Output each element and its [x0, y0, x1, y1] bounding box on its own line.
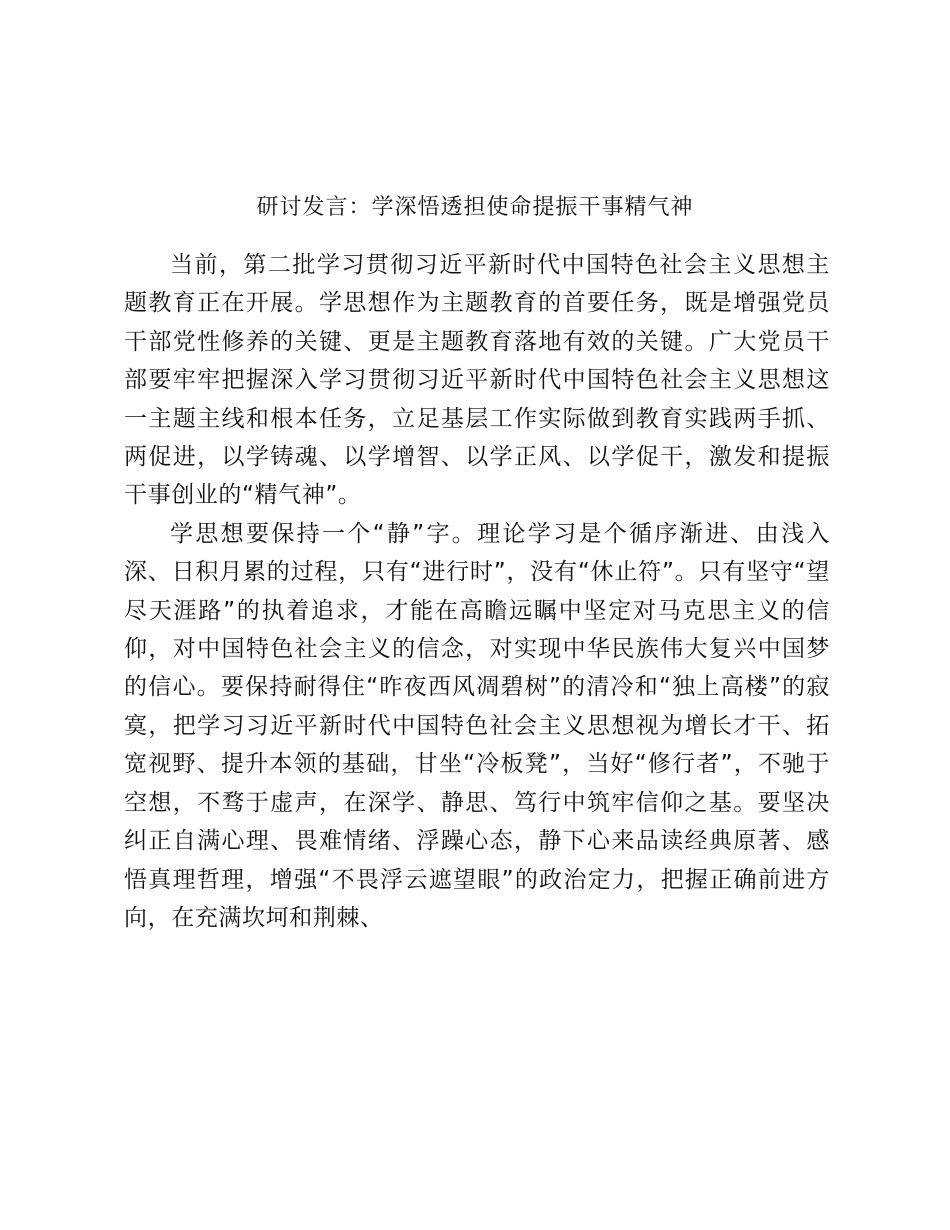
paragraph-1: 当前，第二批学习贯彻习近平新时代中国特色社会主义思想主题教育正在开展。学思想作为主题教育的首要任务，既是增强党员干部党性修养的关键、更是主题教育落地有效的关键。广大党员干部要牢牢把握深入学习贯彻习近平新时代中国特色社会主义思想这一主题主线和根本任务，立足基层工作实际做到教育实践两手抓、两促进，以学铸魂、以学增智、以学正风、以学促干，激发和提振干事创业的“精气神”。: [124, 252, 830, 509]
document-body: [124, 246, 830, 937]
paragraph-2: 学思想要保持一个“静”字。理论学习是个循序渐进、由浅入深、日积月累的过程，只有“进行时”，没有“休止符”。只有坚守“望尽天涯路”的执着追求，才能在高瞻远瞩中坚定对马克思主义的信仰，对中国特色社会主义的信念，对实现中华民族伟大复兴中国梦的信心。要保持耐得住“昨夜西风凋碧树”的清冷和“独上高楼”的寂寞，把学习习近平新时代中国特色社会主义思想视为增长才干、拓宽视野、提升本领的基础，甘坐“冷板凳”，当好“修行者”，不驰于空想，不骛于虚声，在深学、静思、笃行中筑牢信仰之基。要坚决纠正自满心理、畏难情绪、浮躁心态，静下心来品读经典原著、感悟真理哲理，增强“不畏浮云遮望眼”的政治定力，把握正确前进方向，在充满坎坷和荆棘、: [124, 520, 830, 931]
document-title: 研讨发言：学深悟透担使命提振干事精气神: [256, 195, 694, 220]
